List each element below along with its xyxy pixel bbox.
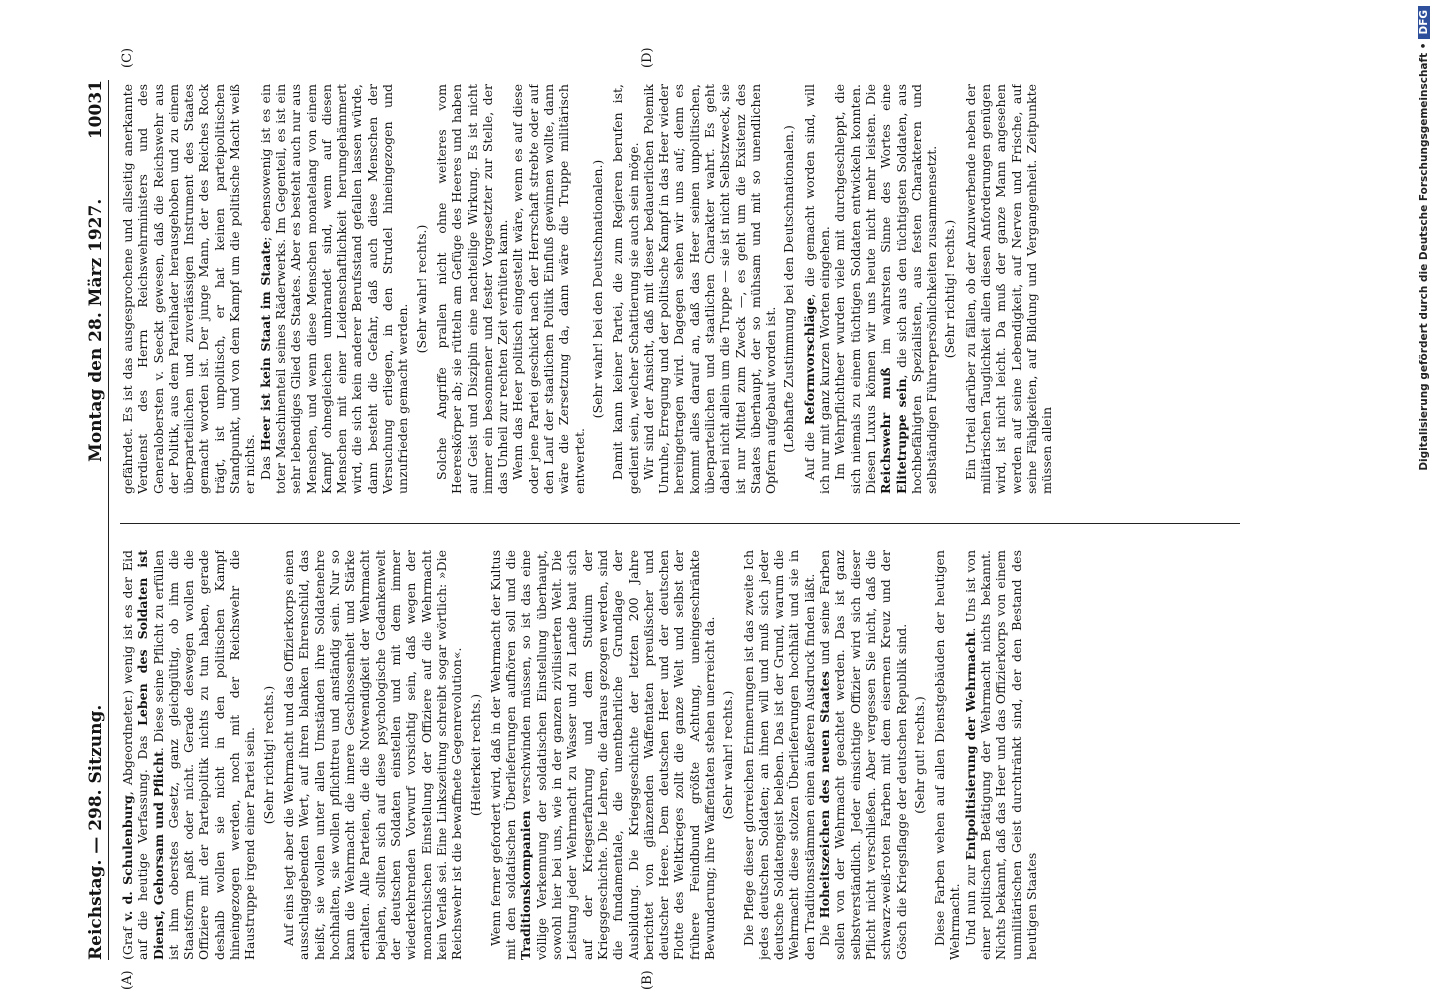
dfg-sidebar	[1418, 6, 1434, 986]
paragraph	[802, 84, 833, 494]
paragraph	[488, 550, 717, 960]
text: (Graf	[120, 921, 135, 960]
paragraph: Wenn das Heer politisch eingestellt wäre, wenn es auf diese oder jene Partei geschickt nach der Herrschaft strebte oder auf den Lauf der staatlichen Politik Einfluß gewinnen wollte, dann wäre die Zersetzung da, dann wäre die Truppe militärisch entwertet.	[510, 84, 587, 494]
left-column	[120, 550, 1245, 960]
margin-mark-c: (C)	[120, 47, 135, 68]
right-column	[120, 84, 1245, 494]
paragraph	[120, 550, 258, 960]
interjection: (Sehr wahr! rechts.)	[720, 690, 736, 820]
text: , die gemacht worden sind, will ich nur mit ganz kurzen Worten eingehen.	[801, 84, 833, 494]
bold-text: Elitetruppe sein	[893, 378, 909, 494]
paragraph	[258, 84, 411, 494]
header-date: Montag den 28. März 1927.	[86, 198, 106, 462]
interjection: (Sehr wahr! bei den Deutschnationalen.)	[589, 159, 605, 419]
text: Wenn ferner gefordert wird, daß in der Wehrmacht der Kultus mit den soldatischen Überlieferungen aufhören soll und die	[487, 550, 519, 960]
interjection: (Sehr richtig! rechts.)	[942, 219, 958, 359]
bold-text: Reformvorschläge	[801, 297, 817, 425]
dfg-credit	[1418, 6, 1434, 986]
interjection: (Sehr richtig! rechts.)	[260, 685, 276, 825]
text: . Uns ist von einer politischen Betätigung der Wehrmacht nichts bekannt. Nichts bekannt, daß das Heer und das Offizierkorps von einem unmilitärischen Geist durchtränkt sind, der den Bestand des heutigen Staates	[962, 550, 1039, 960]
text: Und nun zur	[962, 860, 978, 946]
bold-text: Heer ist kein Staat im Staate	[257, 240, 273, 451]
dfg-logo: DFG	[1418, 6, 1430, 39]
paragraph	[963, 550, 1039, 960]
interjection: (Lebhafte Zustimmung bei den Deutschnationalen.)	[781, 125, 797, 453]
text: Auf die	[801, 425, 817, 480]
text: im wahrsten Sinne des Wortes eine	[878, 84, 894, 368]
interjection: (Heiterkeit rechts.)	[467, 693, 483, 817]
text: , die sich aus den tüchtigsten Soldaten, aus hochbefähigten Spezialisten, aus festen Charakteren und selbständigen Führerpersönlichkeiten zusammensetzt.	[893, 84, 940, 494]
text: ; ebensowenig ist es ein toter Maschinenteil seines Räderwerks. Im Gegenteil, es ist ein sehr lebendiges Glied des Staates. Aber es besteht auch nur aus Menschen, und wenn diese Menschen monatelang von einem Kampf ohnegleichen umbrandet sind, wenn auf diesen Menschen mit einer Leidenschaftlichkeit herumgehämmert wird, die sich kein anderer Berufsstand gefallen lassen würde, dann besteht die Gefahr, daß auch diese Menschen der Versuchung erliegen, in den Strudel hineingezogen und unzufrieden gemacht werden.	[257, 84, 411, 494]
text: . Diese seine Pflicht zu erfüllen ist ihm oberstes Gesetz, ganz gleichgültig, ob ihm die Staatsform paßt oder nicht. Gerade deswegen wollen die Offiziere mit der Parteipolitik nichts zu tun haben, gerade deshalb wollen sie nicht in den politischen Kampf hineingezogen werden, noch mit der Reichswehr die Haustruppe irgend einer Partei sein.	[150, 550, 258, 960]
paragraph: Damit kann keiner Partei, die zum Regieren berufen ist, gedient sein, welcher Schattierung sie auch sein möge.	[610, 84, 641, 494]
header-session-title: Reichstag. — 298. Sitzung.	[86, 704, 106, 960]
header-rule	[108, 80, 109, 960]
bold-text: Hoheitszeichen des neuen Staates	[817, 671, 833, 919]
paragraph: Wir sind der Ansicht, daß mit dieser bedauerlichen Polemik Unruhe, Erregung und der politische Kampf in das Heer wieder hereingetragen wird. Dagegen sehen wir uns auf; denn es kommt alles darauf an, daß das Heer seinen unpolitischen, überparteilichen und staatlichen Charakter wahrt. Es geht dabei nicht allein um die Truppe — sie ist nicht Selbstzweck, sie ist nur Mittel zum Zweck —, es geht um die Existenz des Staates überhaupt, der so mühsam und mit so unendlichen Opfern aufgebaut worden ist.	[640, 84, 779, 494]
page-header	[80, 80, 110, 960]
text: Die	[817, 918, 833, 946]
page-number: 10031	[86, 80, 106, 140]
text: verschwinden müssen, so ist das eine völlige Verkennung der soldatischen Einstellung überhaupt, sowohl hier bei uns, wie in der ganzen zivilisierten Welt. Die Leistung jeder Wehrmacht zu Wasser und zu Lande baut sich auf der Kriegserfahrung und dem Studium der Kriegsgeschichte. Die Lehren, die daraus gezogen werden, sind die fundamentale, die unentbehrliche Grundlage der Ausbildung. Die Kriegsgeschichte der letzten 200 Jahre berichtet von glänzenden Waffentaten preußischer und deutscher Heere. Dem deutschen Heer und der deutschen Flotte des Weltkrieges zollt die ganze Welt und selbst der frühere Feindbund größte Achtung, uneingeschränkte Bewunderung; ihre Waffentaten stehen unerreicht da.	[518, 550, 717, 960]
margin-mark-a: (A)	[120, 970, 135, 990]
text: Das	[257, 450, 273, 480]
paragraph	[817, 550, 909, 960]
paragraph: Die Pflege dieser glorreichen Erinnerungen ist das zweite Ich jedes deutschen Soldaten; an ihnen will und muß sich jeder deutsche Soldatengeist beleben. Das ist der Grund, warum die Wehrmacht diese stolzen Überlieferungen hochhält und sie in den Traditionsstämmen einen äußeren Ausdruck finden läßt.	[740, 550, 817, 960]
margin-mark-b: (B)	[640, 970, 655, 990]
text: , Abgeordneter.) wenig ist es der Eid auf die heutige Verfassung. Das	[120, 550, 151, 960]
paragraph: Ein Urteil darüber zu fällen, ob der Anzuwerbende neben der militärischen Tauglichkeit allen diesen Anforderungen genügen wird, ist nicht leicht. Da muß der ganze Mann angesehen werden auf seine Lebendigkeit, auf Nerven und Frische, auf seine Fähigkeiten, auf Bildung und Vergangenheit. Zeitpunkte müssen allein	[962, 84, 1055, 494]
bold-text: Traditionskompanien	[518, 810, 534, 960]
paragraph: Auf eins legt aber die Wehrmacht und das Offizierkorps einen ausschlaggebenden Wert, auf ihren blanken Ehrenschild, das heißt, sie wollen unter allen Umständen ihre Soldatenehre hochhalten, sie wollen pflichttreu und anständig sein. Nur so kann die Wehrmacht die innere Geschlossenheit und Stärke erhalten. Alle Parteien, die die Notwendigkeit der Wehrmacht bejahen, sollten sich auf diese psychologische Gedankenwelt der deutschen Soldaten einstellen und mit dem immer wiederkehrenden Vorwurf vorsichtig sein, daß wegen der monarchischen Einstellung der Offiziere auf die Wehrmacht kein Verlaß sei. Eine Linkszeitung schreibt sogar wörtlich: »Die Reichswehr ist die bewaffnete Gegenrevolution«.	[280, 550, 465, 960]
paragraph: Solche Angriffe prallen nicht ohne weiteres vom Heereskörper ab; sie rütteln am Gefüge des Heeres und haben auf Geist und Disziplin eine nachteilige Wirkung. Es ist nicht immer ein besonnener und fester Vorgesetzter zur Stelle, der das Unheil zur rechten Zeit verhüten kann.	[433, 84, 511, 494]
paragraph	[832, 84, 939, 494]
paragraph: Diese Farben wehen auf allen Dienstgebäuden der heutigen Wehrmacht.	[932, 550, 963, 960]
paragraph: gefährdet. Es ist das ausgesprochene und allseitig anerkannte Verdienst des Herrn Reichswehrministers und des Generalobersten v. Seeckt gewesen, daß die Reichswehr aus der Politik, aus dem Parteihader herausgehoben und zu einem überparteilichen und zuverlässigen Instrument des Staates gemacht worden ist. Der junge Mann, der des Reiches Rock trägt, ist unpolitisch, er hat keinen parteipolitischen Standpunkt, und von dem Kampf um die politische Macht weiß er nichts.	[120, 84, 258, 494]
bold-text: Entpolitisierung der Wehrmacht	[962, 631, 978, 861]
bold-text: Reichswehr muß	[878, 367, 894, 494]
text: und seine Farben sollen von der Wehrmacht geachtet werden. Das ist ganz selbstverständlich. Jeder einsichtige Offizier wird sich dieser Pflicht nicht verschließen. Aber vergessen Sie nicht, daß die schwarz-weiß-roten Farben mit dem eisernen Kreuz und der Gösch die Kriegsflagge der deutschen Republik sind.	[817, 550, 909, 960]
interjection: (Sehr wahr! rechts.)	[413, 224, 429, 354]
bold-text: Leben des Soldaten ist Dienst, Gehorsam und Pflicht	[135, 550, 166, 960]
column-divider	[120, 523, 1240, 524]
newspaper-page	[80, 47, 1260, 990]
interjection: (Sehr gut! rechts.)	[911, 696, 927, 814]
text: Im Wehrpflichtheer wurden viele mit durchgeschleppt, die sich niemals zu einem tüchtigen Soldaten entwickeln konnten. Diesen Luxus können wir uns heute nicht mehr leisten. Die	[832, 84, 878, 494]
bold-text: v. d. Schulenburg	[120, 795, 135, 922]
margin-mark-d: (D)	[640, 47, 655, 68]
dfg-credit-text: Digitalisierung gefördert durch die Deutsche Forschungsgemeinschaft •	[1418, 42, 1430, 471]
